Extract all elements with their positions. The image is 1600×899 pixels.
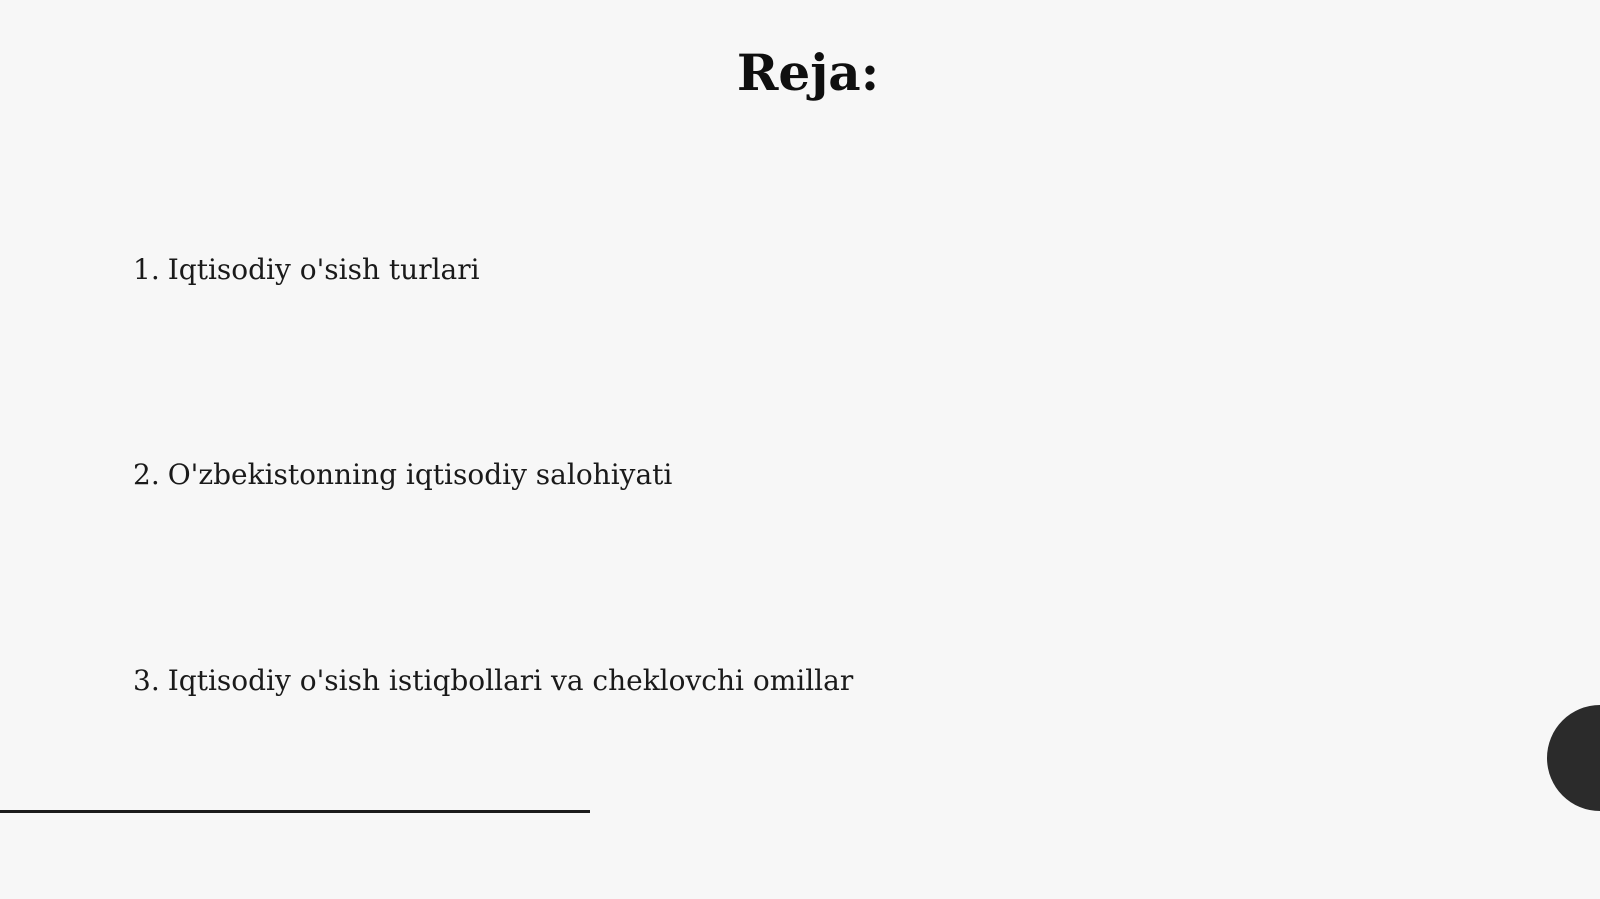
agenda-item-text: Iqtisodiy o'sish istiqbollari va cheklovchi omillar (167, 664, 854, 697)
agenda-item-2 (133, 455, 672, 495)
agenda-item-3 (133, 661, 853, 701)
agenda-item-number: 1. (133, 253, 160, 286)
agenda-item-number: 2. (133, 458, 160, 491)
agenda-item-text: Iqtisodiy o'sish turlari (167, 253, 480, 286)
decorative-divider (0, 810, 590, 813)
slide-title: Reja: (736, 43, 880, 102)
agenda-item-number: 3. (133, 664, 160, 697)
decorative-circle (1547, 705, 1600, 811)
agenda-item-1 (133, 250, 480, 290)
agenda-item-text: O'zbekistonning iqtisodiy salohiyati (167, 458, 673, 491)
